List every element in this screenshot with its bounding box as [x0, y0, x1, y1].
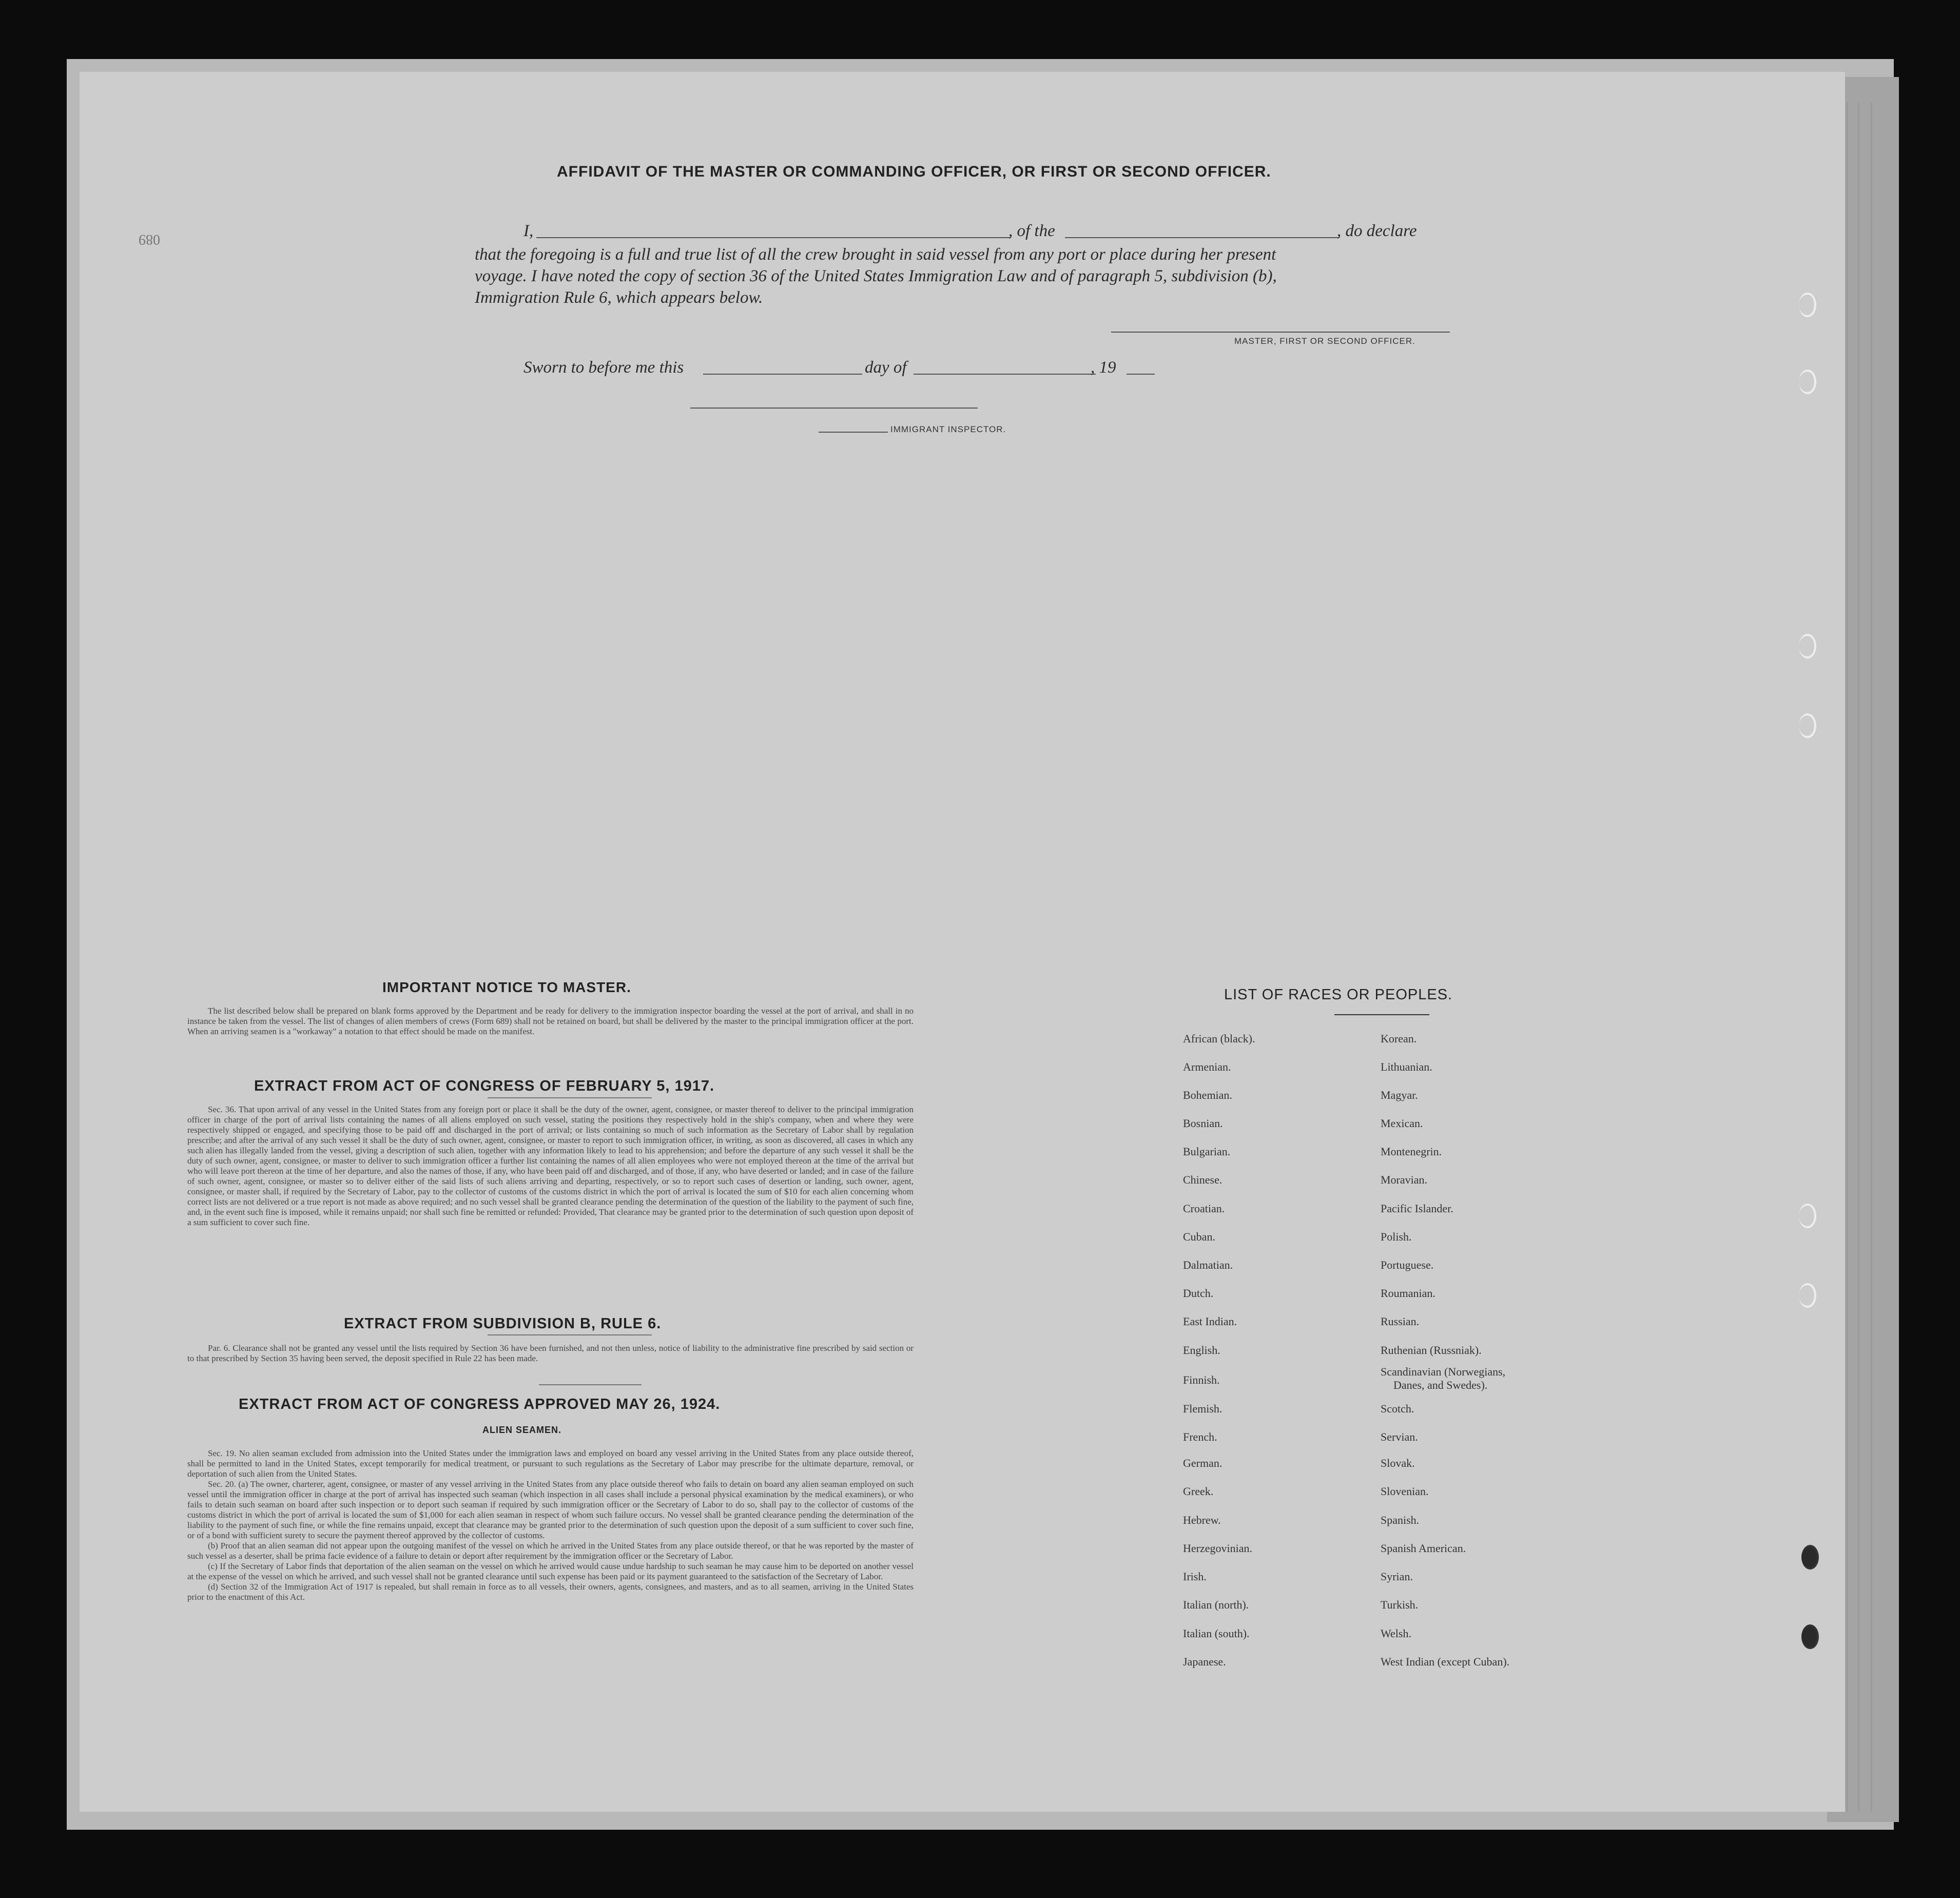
list-item-continuation: Danes, and Swedes).	[1393, 1379, 1488, 1391]
list-item: West Indian (except Cuban).	[1381, 1655, 1510, 1668]
punch-hole-icon	[1799, 1283, 1816, 1308]
list-item: Slovenian.	[1381, 1485, 1429, 1498]
extract-1924-title: EXTRACT FROM ACT OF CONGRESS APPROVED MAY 26, 1924.	[239, 1396, 721, 1412]
inspector-label: IMMIGRANT INSPECTOR.	[890, 424, 1006, 434]
list-item: Slovak.	[1381, 1457, 1415, 1469]
list-item: Moravian.	[1381, 1173, 1428, 1186]
page-edge-line	[1871, 103, 1872, 1812]
vessel-name-blank	[1065, 237, 1340, 238]
list-item: Roumanian.	[1381, 1287, 1435, 1300]
alien-seamen-subtitle: ALIEN SEAMEN.	[482, 1425, 562, 1435]
page-edge-line	[1847, 103, 1848, 1812]
affidavit-i: I,	[523, 222, 534, 240]
year-blank	[1127, 374, 1155, 375]
affidavit-line2: that the foregoing is a full and true list of all the crew brought in said vessel from any port or place during her present	[475, 245, 1276, 264]
list-item: Dutch.	[1183, 1287, 1214, 1300]
extract-rule6-title: EXTRACT FROM SUBDIVISION B, RULE 6.	[344, 1315, 662, 1332]
list-item: African (black).	[1183, 1032, 1255, 1045]
punch-hole-icon	[1801, 1624, 1819, 1649]
punch-hole-icon	[1799, 1204, 1816, 1228]
list-item: Italian (south).	[1183, 1627, 1250, 1640]
punch-hole-icon	[1799, 713, 1816, 738]
list-item: Magyar.	[1381, 1089, 1418, 1101]
sworn-text: Sworn to before me this	[523, 358, 684, 377]
punch-hole-icon	[1799, 293, 1816, 317]
list-item: Herzegovinian.	[1183, 1542, 1252, 1555]
punch-hole-icon	[1799, 370, 1816, 394]
affidavit-line3: voyage. I have noted the copy of section 36 of the United States Immigration Law and of paragraph 5, subdivision (b),	[475, 267, 1277, 285]
punch-hole-icon	[1801, 1545, 1819, 1570]
races-title: LIST OF RACES OR PEOPLES.	[1224, 986, 1453, 1003]
list-item: Servian.	[1381, 1430, 1418, 1443]
notice-text: The list described below shall be prepared on blank forms approved by the Department and be ready for delivery to the immigration inspector boarding the vessel at the port of arrival, and shall in no instance be taken from the vessel. The list of changes of alien members of crews (Form 689) shall not be retained on board, but shall be delivered by the master to the principal immigration officer at the port. When an arriving seamen is a "workaway" a notation to that effect should be made on the manifest.	[187, 1006, 914, 1036]
list-item: Japanese.	[1183, 1655, 1226, 1668]
list-item: Hebrew.	[1183, 1514, 1221, 1526]
list-item: Mexican.	[1381, 1117, 1423, 1130]
list-item: Finnish.	[1183, 1373, 1220, 1386]
list-item: East Indian.	[1183, 1315, 1237, 1328]
page-edge-line	[1858, 103, 1859, 1812]
title-rule	[488, 1334, 652, 1335]
extract-1924-text: Sec. 19. No alien seaman excluded from admission into the United States under the immigration laws and employed on board any vessel arriving in the United States from any place outside thereof, shall be permitted to land in the United States, except temporarily for medical treatment, or pursuant to such regulations as the Secretary of Labor may prescribe for the ultimate departure, removal, or deportation of such alien from the United States. Sec. 20. (a) The owner, charterer, agent, consignee, or master of any vessel arriving in the United States from any place outside thereof who fails to detain on board any alien seaman employed on such vessel until the immigration officer in charge at the port of arrival has inspected such seaman (which inspection in all cases shall include a personal physical examination by the medical examiners), or who fails to detain such seaman on board after such inspection or to deport such seaman if required by such immigration officer or the Secretary of Labor to do so, shall pay to the collector of customs of the customs district in which the port of arrival is located the sum of $1,000 for each alien seaman in respect of whom such failure occurs. No vessel shall be granted clearance pending the determination of the liability to the payment of such fine, or while the fine remains unpaid, except that clearance may be granted prior to the determination of such question upon the deposit of a sum sufficient to cover such fine, or of a bond with sufficient surety to secure the payment thereof approved by the collector of customs. (b) Proof that an alien seaman did not appear upon the outgoing manifest of the vessel on which he arrived in the United States from any place outside thereof, or that he was reported by the master of such vessel as a deserter, shall be prima facie evidence of a failure to detain or deport after requirement by the immigration officer or the Secretary of Labor. (c) If the Secretary of Labor finds that deportation of the alien seaman on the vessel on which he arrived would cause undue hardship to such seaman he may cause him to be deported on another vessel at the expense of the vessel on which he arrived, and such vessel shall not be granted clearance until such expense has been paid or its payment guaranteed to the satisfaction of the Secretary of Labor. (d) Section 32 of the Immigration Act of 1917 is repealed, but shall remain in force as to all vessels, their owners, agents, consignees, and masters, and as to all seamen, arriving in the United States prior to the enactment of this Act.	[187, 1448, 914, 1602]
title-rule	[539, 1384, 642, 1385]
list-item: Ruthenian (Russniak).	[1381, 1344, 1482, 1357]
affidavit-of-the: , of the	[1008, 222, 1055, 240]
title-rule	[1334, 1014, 1429, 1015]
list-item: Spanish American.	[1381, 1542, 1466, 1555]
list-item: German.	[1183, 1457, 1222, 1469]
list-item: Turkish.	[1381, 1598, 1419, 1611]
affidavit-declare: , do declare	[1337, 222, 1417, 240]
affidavit-title: AFFIDAVIT OF THE MASTER OR COMMANDING OFFICER, OR FIRST OR SECOND OFFICER.	[557, 163, 1271, 180]
list-item: Spanish.	[1381, 1514, 1420, 1526]
extract-1917-title: EXTRACT FROM ACT OF CONGRESS OF FEBRUARY 5, 1917.	[254, 1078, 715, 1094]
list-item: Russian.	[1381, 1315, 1420, 1328]
signer-name-blank	[536, 237, 1011, 238]
list-item: Montenegrin.	[1381, 1145, 1442, 1158]
list-item: Irish.	[1183, 1570, 1207, 1583]
master-signature-line	[1111, 332, 1450, 333]
year-text: , 19	[1091, 358, 1116, 377]
day-of-text: day of	[865, 358, 907, 377]
list-item: Bulgarian.	[1183, 1145, 1231, 1158]
list-item: Scandinavian (Norwegians,	[1381, 1365, 1506, 1378]
extract-1917-text: Sec. 36. That upon arrival of any vessel in the United States from any foreign port or place it shall be the duty of the owner, agent, consignee, or master thereof to deliver to the principal immigration officer in charge of the port of arrival lists containing the names of all aliens employed on such vessel, stating the positions they respectively hold in the ship's company, when and where they were respectively shipped or engaged, and specifying those to be paid off and discharged in the port of arrival; or lists containing so much of such information as the Secretary of Labor shall by regulation prescribe; and after the arrival of any such vessel it shall be the duty of such owner, agent, consignee, or master to report to such immigration officer, in writing, as soon as discovered, all cases in which any such alien has illegally landed from the vessel, giving a description of such alien, together with any information likely to lead to his apprehension; and before the departure of any such vessel it shall be the duty of such owner, agent, consignee, or master to deliver to such immigration officer a further list containing the names of all alien employees who were not employed thereon at the time of the arrival but who will leave port thereon at the time of her departure, and also the names of those, if any, who have been paid off and discharged, and of those, if any, who have deserted or landed; and in case of the failure of such owner, agent, consignee, or master so to deliver either of the said lists of such aliens arriving and departing, respectively, or so to report such cases of desertion or landing, such owner, agent, consignee, or master shall, if required by the Secretary of Labor, pay to the collector of customs of the customs district in which the port of arrival is located the sum of $10 for each alien concerning whom correct lists are not delivered or a true report is not made as above required; and no such vessel shall be granted clearance pending the determination of the question of the liability to the payment of such fine, and, in the event such fine is imposed, while it remains unpaid; nor shall such fine be remitted or refunded: Provided, That clearance may be granted prior to the determination of such question upon deposit of a sum sufficient to cover such fine.	[187, 1105, 914, 1227]
list-item: Portuguese.	[1381, 1258, 1434, 1271]
list-item: Pacific Islander.	[1381, 1202, 1453, 1215]
list-item: Croatian.	[1183, 1202, 1225, 1215]
list-item: Welsh.	[1381, 1627, 1411, 1640]
list-item: Greek.	[1183, 1485, 1214, 1498]
list-item: French.	[1183, 1430, 1217, 1443]
list-item: Syrian.	[1381, 1570, 1413, 1583]
notice-title: IMPORTANT NOTICE TO MASTER.	[382, 979, 631, 995]
list-item: Cuban.	[1183, 1230, 1215, 1243]
list-item: Bohemian.	[1183, 1089, 1232, 1101]
inspector-signature-line	[690, 408, 978, 409]
list-item: Chinese.	[1183, 1173, 1222, 1186]
list-item: Dalmatian.	[1183, 1258, 1233, 1271]
inspector-line-short	[819, 432, 888, 433]
list-item: Flemish.	[1183, 1402, 1222, 1415]
list-item: Lithuanian.	[1381, 1060, 1432, 1073]
list-item: English.	[1183, 1344, 1220, 1357]
list-item: Bosnian.	[1183, 1117, 1223, 1130]
list-item: Polish.	[1381, 1230, 1412, 1243]
sworn-month-blank	[914, 374, 1096, 375]
title-rule	[488, 1097, 652, 1098]
list-item: Scotch.	[1381, 1402, 1414, 1415]
list-item: Armenian.	[1183, 1060, 1231, 1073]
master-label: MASTER, FIRST OR SECOND OFFICER.	[1234, 336, 1415, 346]
sworn-day-blank	[703, 374, 862, 375]
affidavit-line4: Immigration Rule 6, which appears below.	[475, 288, 763, 307]
list-item: Italian (north).	[1183, 1598, 1249, 1611]
extract-rule6-text: Par. 6. Clearance shall not be granted any vessel until the lists required by Section 36 have been furnished, and not then unless, notice of liability to the administrative fine prescribed by said section or to that prescribed by Section 35 having been served, the deposit specified in Rule 22 has been made.	[187, 1343, 914, 1363]
punch-hole-icon	[1799, 634, 1816, 659]
list-item: Korean.	[1381, 1032, 1417, 1045]
margin-mark: 089	[139, 231, 160, 247]
